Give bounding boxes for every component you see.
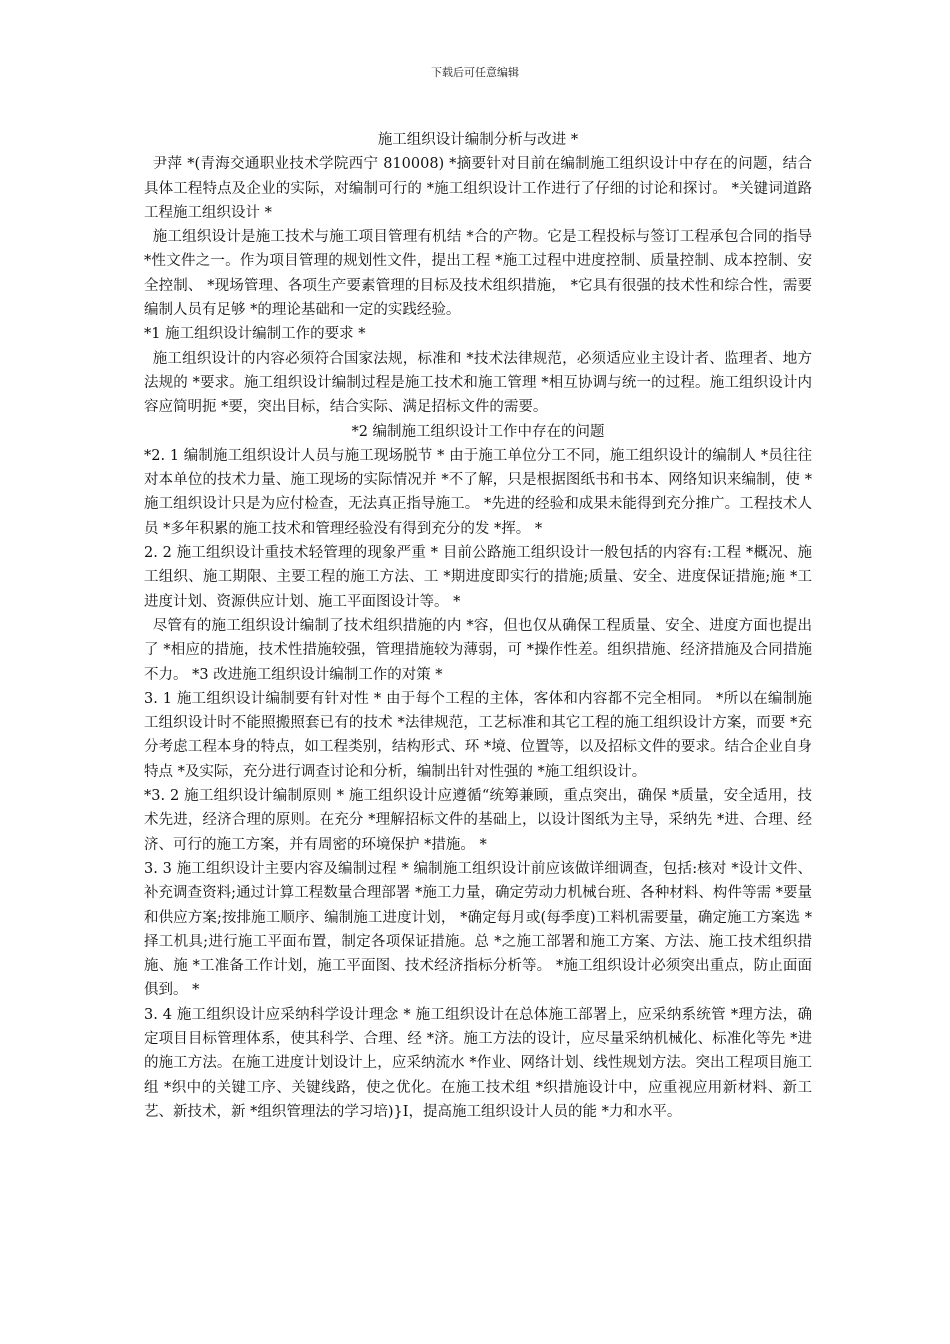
subsection-3-4-paragraph: 3. 4 施工组织设计应采纳科学设计理念 * 施工组织设计在总体施工部署上，应采纳系统管 *理方法，确定项目目标管理体系，使其科学、合理、经 *济。施工方法的设计，应尽量采纳机械化、标准化等先 *进的施工方法。在施工进度计划设计上，应采纳流水 *作业、网络计划、线性规划方法。突出工程项目施工组 *织中的关键工序、关键线路，使之优化。在施工技术组 *织措施设计中，应重视应用新材料、新工艺、新技术，新 *组织管理法的学习培)}I，提高施工组织设计人员的能 *力和水平。 <box>144 1006 812 1120</box>
subsection-3-1-paragraph: 3. 1 施工组织设计编制要有针对性 * 由于每个工程的主体，客体和内容都不完全相同。 *所以在编制施工组织设计时不能照搬照套已有的技术 *法律规范，工艺标准和其它工程的施工组织设计方案，而要 *充分考虑工程本身的特点，如工程类别，结构形式、环 *境、位置等，以及招标文件的要求。结合企业自身特点 *及实际，充分进行调查讨论和分析，编制出针对性强的 *施工组织设计。 <box>144 690 812 780</box>
subsection-2-1-paragraph: *2. 1 编制施工组织设计人员与施工现场脱节 * 由于施工单位分工不同，施工组织设计的编制人 *员往往对本单位的技术力量、施工现场的实际情况并 *不了解，只是根据图纸书和书本、网络知识来编制，使 *施工组织设计只是为应付检查，无法真正指导施工。 *先进的经验和成果未能得到充分推广。工程技术人员 *多年积累的施工技术和管理经验没有得到充分的发 *挥。 * <box>144 447 812 537</box>
header-note: 下载后可任意编辑 <box>431 66 519 79</box>
section-heading-2: *2 编制施工组织设计工作中存在的问题 <box>351 423 605 440</box>
subsection-2-2-paragraph: 2. 2 施工组织设计重技术轻管理的现象严重 * 目前公路施工组织设计一般包括的内容有:工程 *概况、施工组织、施工期限、主要工程的施工方法、工 *期进度即实行的措施;质量、安全、进度保证措施;施 *工进度计划、资源供应计划、施工平面图设计等。 * <box>144 545 812 610</box>
author-abstract-paragraph: 尹萍 *(青海交通职业技术学院西宁 810008) *摘要针对目前在编制施工组织设计中存在的问题，结合具体工程特点及企业的实际，对编制可行的 *施工组织设计工作进行了仔细的讨论和探讨。 *关键词道路工程施工组织设计 * <box>144 156 812 221</box>
section-heading-1: *1 施工组织设计编制工作的要求 * <box>144 326 366 343</box>
document-body <box>144 128 812 1124</box>
subsection-3-2-paragraph: *3. 2 施工组织设计编制原则 * 施工组织设计应遵循“统筹兼顾，重点突出，确保 *质量，安全适用，技术先进，经济合理的原则。在充分 *理解招标文件的基础上，以设计图纸为主导，采纳先 *进、合理、经济、可行的施工方案，并有周密的环境保护 *措施。 * <box>144 788 812 853</box>
document-title: 施工组织设计编制分析与改进 * <box>377 132 579 148</box>
subsection-2-2-continued-paragraph: 尽管有的施工组织设计编制了技术组织措施的内 *容，但也仅从确保工程质量、安全、进度方面也提出了 *相应的措施，技术性措施较强，管理措施较为薄弱，可 *操作性差。组织措施、经济措施及合同措施不力。 *3 改进施工组织设计编制工作的对策 * <box>144 617 812 683</box>
section-1-paragraph: 施工组织设计的内容必须符合国家法规，标准和 *技术法律规范，必须适应业主设计者、监理者、地方法规的 *要求。施工组织设计编制过程是施工技术和施工管理 *相互协调与统一的过程。施工组织设计内容应简明扼 *要，突出目标，结合实际、满足招标文件的需要。 <box>144 350 812 416</box>
intro-paragraph: 施工组织设计是施工技术与施工项目管理有机结 *合的产物。它是工程投标与签订工程承包合同的指导 *性文件之一。作为项目管理的规划性文件，提出工程 *施工过程中进度控制、质量控制、成本控制、安全控制、 *现场管理、各项生产要素管理的目标及技术组织措施， *它具有很强的技术性和综合性，需要编制人员有足够 *的理论基础和一定的实践经验。 <box>144 229 812 319</box>
subsection-3-3-paragraph: 3. 3 施工组织设计主要内容及编制过程 * 编制施工组织设计前应该做详细调查，包括:核对 *设计文件、补充调查资料;通过计算工程数量合理部署 *施工力量，确定劳动力机械台班、各种材料、构件等需 *要量和供应方案;按排施工顺序、编制施工进度计划， *确定每月或(每季度)工料机需要量，确定施工方案选 *择工机具;进行施工平面布置，制定各项保证措施。总 *之施工部署和施工方案、方法、施工技术组织措施、施 *工准备工作计划，施工平面图、技术经济指标分析等。 *施工组织设计必须突出重点，防止面面俱到。 * <box>144 860 812 999</box>
